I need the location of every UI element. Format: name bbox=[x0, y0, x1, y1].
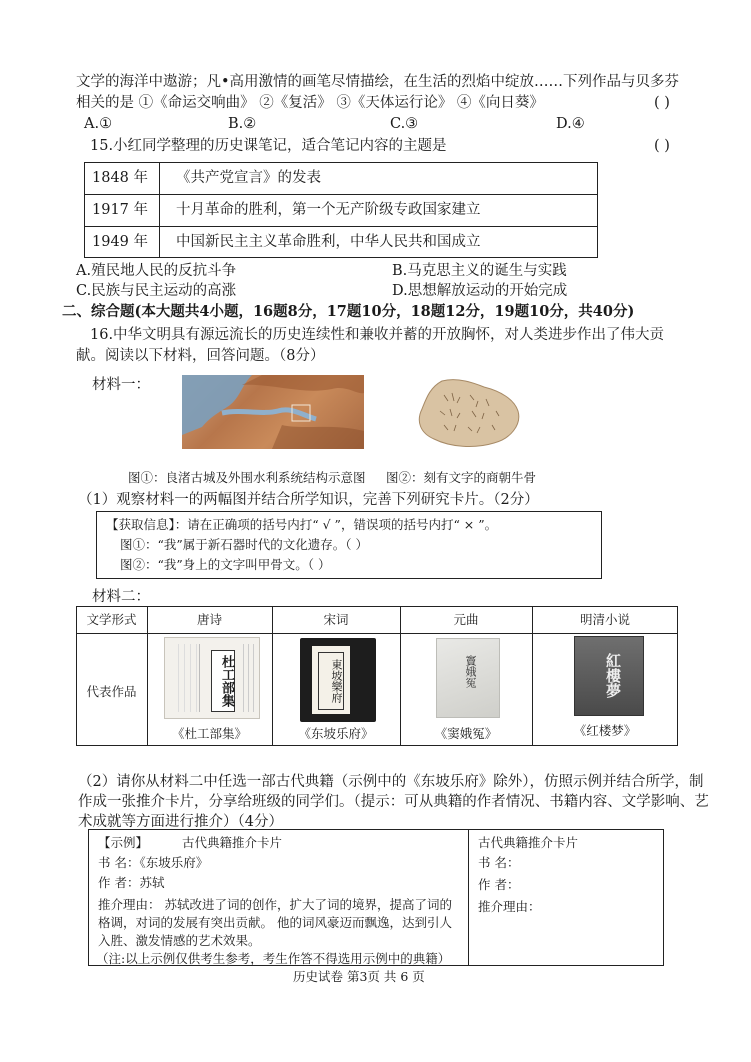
table-header-yuan-qu: 元曲 bbox=[453, 612, 479, 627]
dou-e-book-title: 竇娥冤 bbox=[464, 654, 477, 688]
table-header-song-ci: 宋词 bbox=[323, 612, 349, 627]
blank-card-title: 古代典籍推介卡片 bbox=[478, 835, 579, 850]
q15-answer-paren: ( ) bbox=[654, 138, 670, 154]
q14-option-d: D.④ bbox=[556, 116, 585, 132]
example-card-author: 作 者：苏轼 bbox=[98, 875, 165, 890]
figure1-caption: 图①：良渚古城及外围水利系统结构示意图 bbox=[128, 470, 366, 485]
q16-sub2-line1: （2）请你从材料二中任选一部古代典籍（示例中的《东坡乐府》除外），仿照示例并结合所学，制 bbox=[78, 774, 704, 790]
q16-sub2-line3: 术成就等方面进行推介）（4分） bbox=[78, 814, 283, 830]
q16-stem-line1: 16.中华文明具有源远流长的历史连续性和兼收并蓄的开放胸怀，对人类进步作出了伟大贡 bbox=[90, 327, 665, 343]
q16-sub2-line2: 作成一张推介卡片，分享给班级的同学们。（提示：可从典籍的作者情况、书籍内容、文学影响、艺 bbox=[78, 794, 709, 810]
q15-row2-event: 十月革命的胜利，第一个无产阶级专政国家建立 bbox=[176, 202, 481, 218]
card1-item2[interactable]: 图②：“我”身上的文字叫甲骨文。（ ） bbox=[120, 557, 331, 572]
example-card-reason2: 格调，对词的发展有突出贡献。 他的词风豪迈而飘逸，达到引人 bbox=[98, 915, 452, 930]
q14-option-b: B.② bbox=[228, 116, 257, 132]
example-card-tag: 【示例】 bbox=[98, 835, 149, 850]
blank-card-book-field[interactable]: 书 名： bbox=[478, 855, 520, 870]
q16-sub1: （1）观察材料一的两幅图并结合所学知识，完善下列研究卡片。（2分） bbox=[78, 492, 539, 508]
q15-row3-event: 中国新民主主义革命胜利，中华人民共和国成立 bbox=[176, 234, 481, 250]
q15-row1-event: 《共产党宣言》的发表 bbox=[176, 170, 321, 186]
work-yuan: 《窦娥冤》 bbox=[434, 726, 498, 741]
q14-answer-paren: ( ) bbox=[654, 95, 670, 111]
section2-heading: 二、综合题(本大题共4小题，16题8分，17题10分，18题12分，19题10分，共40分) bbox=[62, 303, 635, 320]
table-header-tang-poetry: 唐诗 bbox=[196, 612, 222, 627]
liangzhu-map-image bbox=[182, 375, 364, 449]
work-song: 《东坡乐府》 bbox=[298, 726, 374, 741]
dugongbu-book-title: 杜工部集 bbox=[211, 650, 235, 712]
material1-label: 材料一： bbox=[92, 377, 150, 393]
example-card-book: 书 名：《东坡乐府》 bbox=[98, 855, 209, 870]
card1-item1[interactable]: 图①：“我”属于新石器时代的文化遗存。（ ） bbox=[120, 537, 369, 552]
work-ming-qing: 《红楼梦》 bbox=[573, 723, 637, 738]
q15-stem: 15.小红同学整理的历史课笔记，适合笔记内容的主题是 bbox=[90, 138, 447, 154]
hongloumeng-book-image bbox=[574, 636, 644, 716]
table-header-form: 文学形式 bbox=[86, 612, 137, 627]
blank-card-reason-field[interactable]: 推介理由： bbox=[478, 899, 541, 914]
page-footer: 历史试卷 第3页 共 6 页 bbox=[293, 969, 425, 984]
hongloumeng-book-title: 紅樓夢 bbox=[604, 652, 622, 698]
table-header-ming-qing-novel: 明清小说 bbox=[579, 612, 630, 627]
q15-option-a: A.殖民地人民的反抗斗争 bbox=[76, 263, 237, 279]
q14-stem-line1: 文学的海洋中遨游；凡•高用激情的画笔尽情描绘，在生活的烈焰中绽放……下列作品与贝多芬 bbox=[76, 74, 680, 90]
dugongbu-book-image bbox=[164, 637, 260, 719]
example-card-reason1: 推介理由： 苏轼改进了词的创作，扩大了词的境界，提高了词的 bbox=[98, 897, 452, 912]
q15-row2-year: 1917 年 bbox=[92, 202, 149, 218]
dou-e-book-image bbox=[436, 638, 500, 718]
q16-stem-line2: 献。阅读以下材料，回答问题。（8分） bbox=[76, 348, 325, 364]
q15-option-b: B.马克思主义的诞生与实践 bbox=[392, 263, 567, 279]
q15-option-c: C.民族与民主运动的高涨 bbox=[76, 283, 237, 299]
material2-label: 材料二： bbox=[92, 589, 150, 605]
q14-option-a: A.① bbox=[84, 116, 113, 132]
q14-stem-line2: 相关的是 ①《命运交响曲》 ②《复活》 ③《天体运行论》 ④《向日葵》 bbox=[76, 95, 544, 111]
figure2-caption: 图②：刻有文字的商朝牛骨 bbox=[386, 470, 537, 485]
example-card-reason3: 入胜、激发情感的艺术效果。 bbox=[98, 933, 261, 948]
example-card-note: （注:以上示例仅供考生参考，考生作答不得选用示例中的典籍） bbox=[96, 951, 451, 966]
table-row-label: 代表作品 bbox=[86, 684, 137, 699]
q14-option-c: C.③ bbox=[390, 116, 419, 132]
q15-option-d: D.思想解放运动的开始完成 bbox=[392, 283, 568, 299]
dongpo-book-image bbox=[300, 638, 376, 722]
card1-instruction: 【获取信息】：请在正确项的括号内打“ √ ”，错误项的括号内打“ × ”。 bbox=[106, 517, 498, 532]
work-tang: 《杜工部集》 bbox=[171, 726, 247, 741]
dongpo-book-title: 東坡樂府 bbox=[318, 652, 344, 710]
q15-row3-year: 1949 年 bbox=[92, 234, 149, 250]
q15-row1-year: 1848 年 bbox=[92, 170, 149, 186]
blank-card-author-field[interactable]: 作 者： bbox=[478, 877, 520, 892]
oracle-bone-image bbox=[414, 377, 524, 449]
example-card-title: 古代典籍推介卡片 bbox=[182, 835, 283, 850]
